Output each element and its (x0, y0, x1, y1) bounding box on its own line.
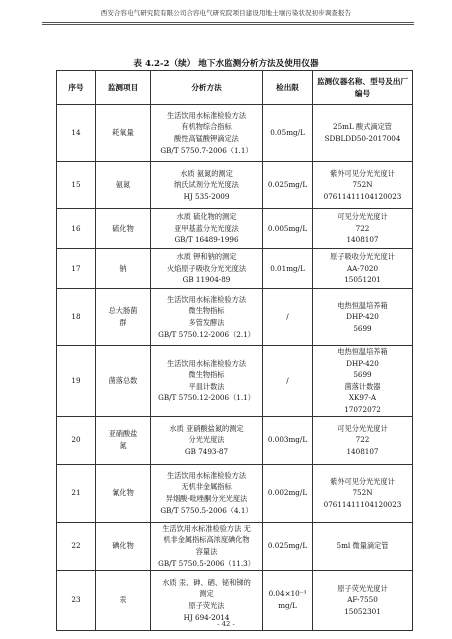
analysis-method-cell (151, 249, 263, 289)
analysis-method-line: 多管发酵法 (188, 318, 225, 327)
analysis-method-line: 原子荧光法 (188, 601, 225, 611)
detection-limit-cell (263, 522, 313, 570)
table-row (57, 105, 413, 162)
instrument-info-line: 紫外可见分光光度计 (330, 476, 395, 486)
instrument-info-line: SDBLDD50-2017004 (324, 134, 401, 143)
instrument-info-line: 25mL 酸式滴定管 (333, 122, 392, 132)
analysis-method-line: 水质 钾和钠的测定 (176, 252, 237, 262)
analysis-method-line: 水质 氨氮的测定 (180, 168, 233, 178)
instrument-info-cell (313, 209, 413, 249)
monitoring-item-line: 氮 (119, 441, 127, 451)
detection-limit-cell (263, 249, 313, 289)
instrument-info-line: 17072072 (344, 404, 381, 414)
table-row (57, 416, 413, 464)
instrument-info-line: 722 (355, 223, 370, 233)
monitoring-item-line: 总大肠菌 (108, 306, 138, 316)
row-number-cell: 18 (57, 289, 96, 346)
column-header-no: 序号 (57, 71, 96, 105)
analysis-method-line: 水质 汞、砷、硒、铋和锑的 (162, 577, 251, 587)
table-row (57, 346, 413, 417)
instrument-info-cell (313, 522, 413, 570)
detection-limit-cell (263, 105, 313, 162)
analysis-method-cell (151, 162, 263, 209)
analysis-method-line: 微生物指标 (188, 306, 225, 316)
instrument-info-line: 752N (352, 488, 373, 498)
table-body (57, 105, 413, 631)
detection-limit-line: / (286, 312, 289, 322)
table-row (57, 249, 413, 289)
instrument-info-line: 15052301 (344, 606, 381, 616)
analysis-method-line: 有机物综合指标 (181, 122, 232, 132)
monitoring-item-cell (96, 464, 151, 522)
analysis-method-line: 异烟酸-吡唑酮分光光度法 (165, 494, 248, 504)
analysis-method-line: 亚甲基蓝分光光度法 (174, 223, 239, 233)
analysis-method-line: GB/T 16489-1996 (174, 235, 239, 245)
detection-limit-cell (263, 209, 313, 249)
detection-limit-line: 0.002mg/L (267, 488, 308, 498)
analysis-method-line: 酸性高锰酸钾滴定法 (174, 134, 239, 143)
row-number-cell: 21 (57, 464, 96, 522)
monitoring-item-line: 碘化物 (112, 541, 134, 551)
analysis-method-line: HJ 694-2014 (183, 612, 230, 622)
analysis-method-line: HJ 535-2009 (183, 191, 230, 201)
header-rule-bottom (42, 24, 414, 25)
detection-limit-line: / (286, 375, 289, 385)
analysis-method-line: 水质 亚硝酸盐氮的测定 (169, 423, 244, 433)
analysis-method-line: 容量法 (195, 547, 218, 557)
analysis-method-cell (151, 522, 263, 570)
analysis-method-line: GB/T 5750.5-2006（4.1） (160, 505, 253, 515)
analysis-method-line: 水质 硫化物的测定 (176, 212, 237, 222)
monitoring-item-cell (96, 105, 151, 162)
instrument-info-line: 5ml 微量滴定管 (336, 541, 389, 551)
detection-limit-cell (263, 162, 313, 209)
row-number-cell: 15 (57, 162, 96, 209)
instrument-info-cell (313, 289, 413, 346)
instrument-info-cell (313, 162, 413, 209)
page-number: - 42 - (217, 620, 235, 628)
column-header-limit: 检出限 (263, 71, 313, 105)
monitoring-item-line: 汞 (119, 595, 127, 605)
instrument-info-line: AF-7550 (347, 595, 378, 605)
monitoring-item-line: 耗氧量 (112, 128, 134, 138)
monitoring-item-cell (96, 209, 151, 249)
instrument-info-line: 可见分光光度计 (337, 212, 388, 222)
instrument-info-line: 07611411104120023 (323, 499, 402, 509)
analysis-method-line: 纳氏试剂分光光度法 (174, 180, 239, 190)
instrument-info-line: XK97-A (348, 393, 377, 403)
analysis-method-line: GB/T 5750.12-2006（2.1） (158, 329, 255, 339)
analysis-method-line: 生活饮用水标准检验方法 (166, 110, 247, 120)
detection-limit-line: 0.01mg/L (270, 263, 305, 273)
monitoring-methods-table (56, 70, 413, 631)
row-number-cell: 19 (57, 346, 96, 417)
detection-limit-cell (263, 464, 313, 522)
analysis-method-line: 火焰原子吸收分光光度法 (166, 263, 247, 273)
detection-limit-line: 0.05mg/L (270, 128, 305, 138)
monitoring-item-line: 硫化物 (112, 223, 134, 233)
analysis-method-cell (151, 464, 263, 522)
monitoring-item-line: 钠 (119, 263, 127, 273)
analysis-method-cell (151, 346, 263, 417)
header-rule-top (42, 22, 414, 23)
table-title: 表 4.2-2（续） 地下水监测分析方法及使用仪器 (133, 59, 319, 69)
detection-limit-line: 0.04×10⁻³ (268, 589, 307, 599)
detection-limit-line: 0.025mg/L (267, 541, 308, 551)
instrument-info-line: DHP-420 (346, 358, 379, 368)
monitoring-item-cell (96, 162, 151, 209)
instrument-info-line: 原子荧光光度计 (337, 583, 388, 593)
row-number-cell: 22 (57, 522, 96, 570)
instrument-info-line: 722 (355, 435, 370, 445)
instrument-info-line: 5699 (353, 370, 372, 380)
instrument-info-cell (313, 249, 413, 289)
row-number-cell: 17 (57, 249, 96, 289)
instrument-info-line: 电热恒温培养箱 (337, 347, 388, 356)
detection-limit-cell (263, 289, 313, 346)
detection-limit-cell (263, 346, 313, 417)
analysis-method-line: 生活饮用水标准检验方法 (166, 294, 247, 304)
column-header-method: 分析方法 (151, 71, 263, 105)
detection-limit-line: 0.003mg/L (267, 435, 308, 445)
monitoring-item-cell (96, 346, 151, 417)
instrument-info-line: DHP-420 (346, 312, 379, 322)
analysis-method-line: 生活饮用水标准检验方法 无 (162, 523, 251, 533)
instrument-info-line: 5699 (353, 323, 372, 333)
row-number-cell: 16 (57, 209, 96, 249)
table-row (57, 289, 413, 346)
analysis-method-line: 机非金属指标高浓度碘化物 (163, 535, 250, 545)
instrument-info-cell (313, 105, 413, 162)
instrument-info-line: 菌落计数器 (344, 381, 381, 391)
instrument-info-line: 可见分光光度计 (337, 423, 388, 433)
analysis-method-cell (151, 209, 263, 249)
analysis-method-cell (151, 105, 263, 162)
page-header: 西安合容电气研究院有限公司合容电气研究院项目建设用地土壤污染状况初步调查报告 (100, 9, 352, 17)
analysis-method-line: 生活饮用水标准检验方法 (166, 470, 247, 480)
table-row (57, 209, 413, 249)
monitoring-item-cell (96, 289, 151, 346)
analysis-method-line: 微生物指标 (188, 370, 225, 380)
analysis-method-line: GB 11904-89 (182, 275, 231, 285)
monitoring-item-line: 氨氮 (115, 180, 131, 190)
instrument-info-cell (313, 416, 413, 464)
row-number-cell: 23 (57, 570, 96, 630)
instrument-info-line: 紫外可见分光光度计 (330, 168, 395, 178)
table-row (57, 522, 413, 570)
instrument-info-line: 原子吸收分光光度计 (330, 252, 395, 262)
monitoring-item-cell (96, 522, 151, 570)
instrument-info-cell (313, 346, 413, 417)
instrument-info-line: 电热恒温培养箱 (337, 300, 388, 310)
instrument-info-line: 15051201 (344, 275, 381, 285)
instrument-info-line: 1408107 (346, 446, 379, 456)
table-row (57, 464, 413, 522)
analysis-method-cell (151, 416, 263, 464)
row-number-cell: 14 (57, 105, 96, 162)
analysis-method-line: 生活饮用水标准检验方法 (166, 358, 247, 368)
analysis-method-line: 平皿计数法 (188, 381, 225, 391)
detection-limit-line: mg/L (278, 601, 297, 611)
analysis-method-line: 无机非金属指标 (181, 482, 232, 492)
instrument-info-cell (313, 464, 413, 522)
analysis-method-line: GB 7493-87 (184, 446, 229, 456)
analysis-method-line: GB/T 5750.12-2006（1.1） (158, 393, 255, 403)
detection-limit-cell (263, 416, 313, 464)
row-number-cell: 20 (57, 416, 96, 464)
detection-limit-line: 0.005mg/L (267, 223, 308, 233)
table-row (57, 162, 413, 209)
column-header-instrument: 监测仪器名称、型号及出厂编号 (313, 71, 413, 105)
monitoring-item-line: 亚硝酸盐 (108, 429, 138, 439)
analysis-method-line: 分光光度法 (188, 435, 225, 445)
analysis-method-line: GB/T 5750.7-2006（1.1） (160, 145, 253, 155)
analysis-method-cell (151, 289, 263, 346)
monitoring-item-line: 氰化物 (112, 488, 134, 498)
column-header-item: 监测项目 (96, 71, 151, 105)
instrument-info-line: AA-7020 (346, 263, 379, 273)
monitoring-item-line: 菌落总数 (108, 375, 138, 385)
detection-limit-line: 0.025mg/L (267, 180, 308, 190)
monitoring-item-cell (96, 249, 151, 289)
analysis-method-line: GB/T 5750.5-2006（11.3） (158, 558, 255, 568)
instrument-info-line: 07611411104120023 (323, 191, 402, 201)
instrument-info-line: 752N (352, 180, 373, 190)
monitoring-item-line: 群 (119, 318, 127, 327)
monitoring-item-cell (96, 416, 151, 464)
table-header-row (57, 71, 413, 105)
instrument-info-line: 1408107 (346, 235, 379, 245)
analysis-method-line: 测定 (199, 589, 214, 599)
